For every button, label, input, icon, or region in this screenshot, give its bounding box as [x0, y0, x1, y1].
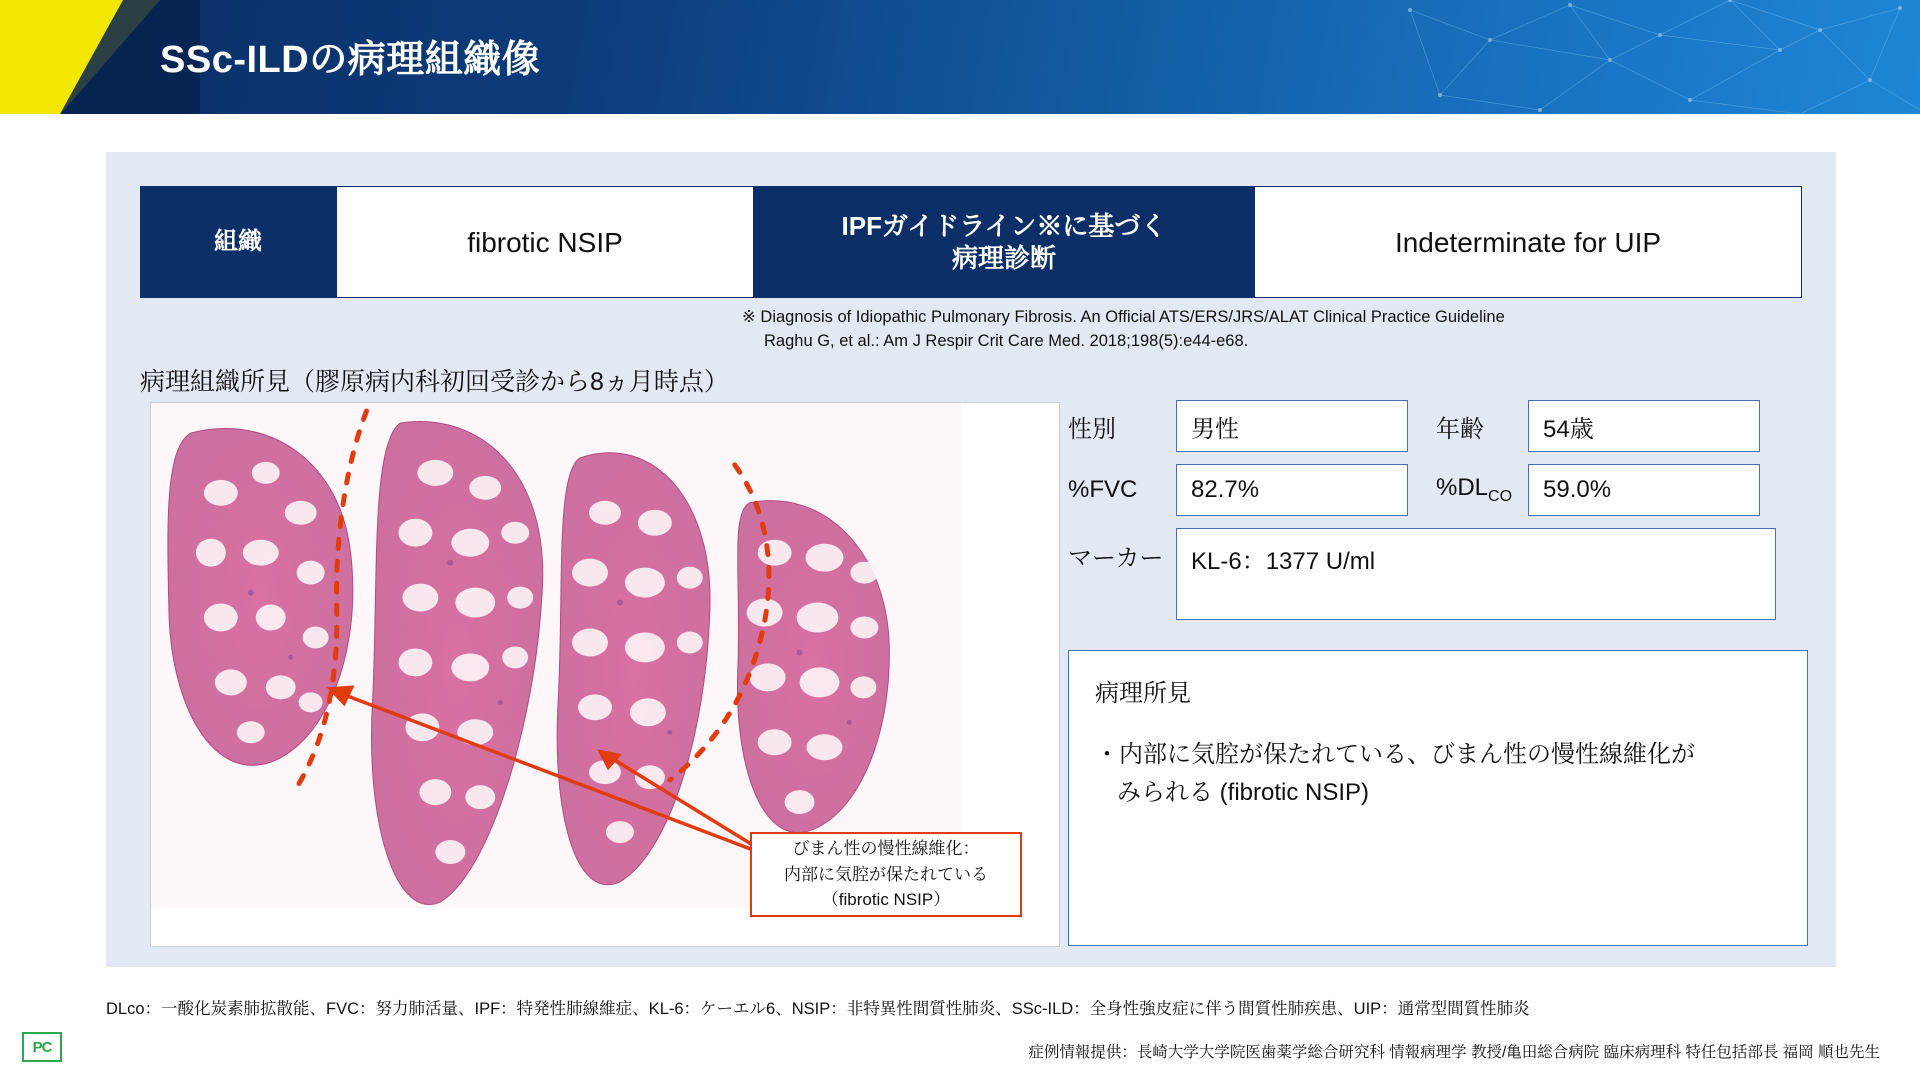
callout-line-1: びまん性の慢性線維化：	[792, 839, 980, 859]
network-decoration-icon	[1400, 0, 1920, 114]
table-header-tissue: 組織	[140, 186, 336, 298]
pathology-findings	[1068, 650, 1808, 946]
slide-header	[0, 0, 1920, 114]
abbreviation-footnote: DLco：一酸化炭素肺拡散能、FVC：努力肺活量、IPF：特発性肺線維症、KL-6：ケーエル6、NSIP：非特異性間質性肺炎、SSc-ILD：全身性強皮症に伴う間質性肺疾患、UIP：通常型間質性肺炎	[106, 1000, 1530, 1018]
company-logo: PC	[22, 1032, 62, 1062]
label-dlco	[1436, 474, 1528, 506]
callout-line-2: 内部に気腔が保たれている	[784, 864, 988, 884]
value-fvc: 82.7%	[1176, 464, 1408, 516]
value-sex: 男性	[1176, 400, 1408, 452]
label-dlco-main: %DL	[1436, 474, 1489, 502]
label-sex: 性別	[1068, 415, 1116, 443]
table-header-diagnosis-line2: 病理診断	[951, 243, 1056, 273]
findings-body	[1095, 736, 1781, 813]
table-header-diagnosis	[754, 186, 1254, 298]
section-title: 病理組織所見（膠原病内科初回受診から8ヵ月時点）	[140, 368, 729, 396]
citation-line-2: Raghu G, et al.: Am J Respir Crit Care Med. 2018;198(5):e44-e68.	[764, 331, 1249, 350]
patient-info	[1068, 400, 1808, 632]
value-age: 54歳	[1528, 400, 1760, 452]
value-marker: KL-6：1377 U/ml	[1176, 528, 1776, 620]
table-header-diagnosis-line1: IPFガイドライン※に基づく	[841, 210, 1167, 241]
row-marker	[1068, 528, 1808, 620]
label-dlco-sub: CO	[1488, 487, 1513, 505]
table-value-diagnosis: Indeterminate for UIP	[1254, 186, 1802, 298]
findings-title: 病理所見	[1095, 680, 1191, 707]
case-credit: 症例情報提供：長崎大学大学院医歯薬学総合研究科 情報病理学 教授/亀田総合病院 臨床病理科 特任包括部長 福岡 順也先生	[1028, 1044, 1880, 1061]
citation-line-1: ※ Diagnosis of Idiopathic Pulmonary Fibrosis. An Official ATS/ERS/JRS/ALAT Clinical Practice Guideline	[742, 308, 1505, 326]
table-value-tissue: fibrotic NSIP	[336, 186, 754, 298]
histology-callout	[750, 832, 1022, 917]
citation	[742, 306, 1742, 354]
label-fvc: %FVC	[1068, 476, 1138, 503]
value-dlco: 59.0%	[1528, 464, 1760, 516]
label-marker: マーカー	[1068, 545, 1164, 572]
row-fvc-dlco	[1068, 464, 1808, 516]
callout-line-3: （fibrotic NSIP）	[821, 890, 951, 910]
findings-line-1: ・内部に気腔が保たれている、びまん性の慢性線維化が	[1095, 741, 1695, 768]
label-age: 年齢	[1436, 415, 1484, 443]
row-sex-age	[1068, 400, 1808, 452]
findings-line-2: みられる (fibrotic NSIP)	[1117, 779, 1370, 807]
page-title: SSc-ILDの病理組織像	[160, 39, 541, 81]
classification-table	[140, 186, 1802, 298]
